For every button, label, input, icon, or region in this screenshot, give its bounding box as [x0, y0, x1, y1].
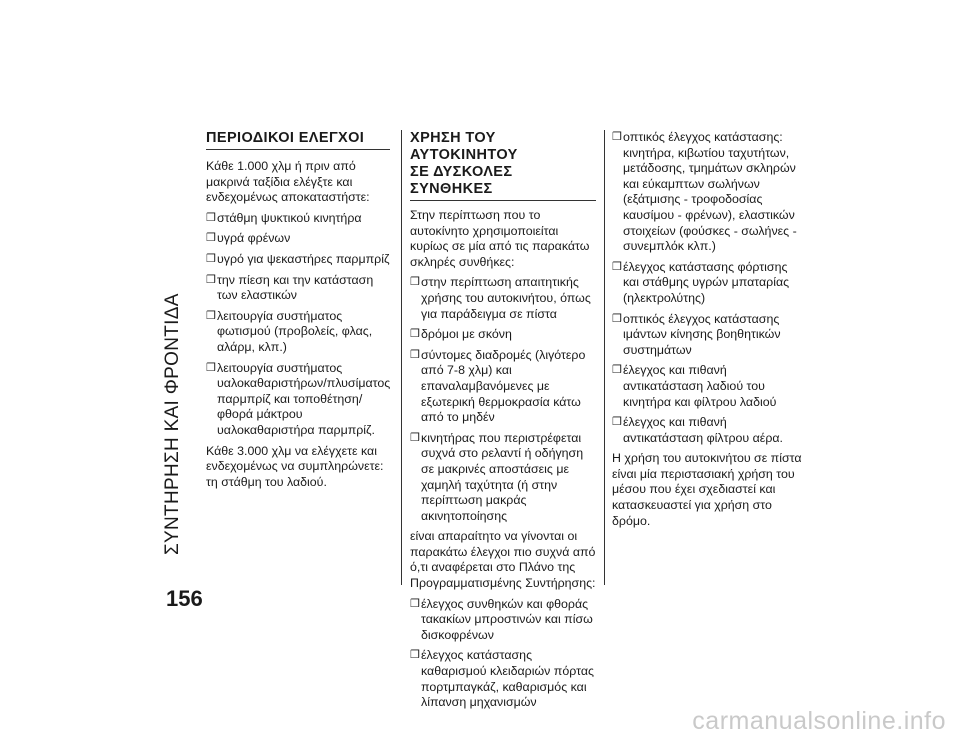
- list-item-text: λειτουργία συστήματος φωτισμού (προβολείς, φλας, αλάρμ, κλπ.): [217, 308, 373, 354]
- list-item-text: λειτουργία συστήματος υαλοκαθαριστήρων/πλυσίματος παρμπρίζ και τοποθέτηση/φθορά μάκτρου υαλοκαθαριστήρα παρμπρίζ.: [217, 360, 391, 437]
- heading-harsh-conditions: [410, 130, 596, 201]
- list-item-text: έλεγχος συνθηκών και φθοράς τακακίων μπροστινών και πίσω δισκοφρένων: [421, 596, 593, 642]
- list-item: [410, 275, 598, 322]
- paragraph-intro: Στην περίπτωση που το αυτοκίνητο χρησιμοποιείται κυρίως σε μία από τις παρακάτω σκληρές συνθήκες:: [410, 208, 590, 269]
- column-divider-right: [604, 130, 605, 585]
- column-periodic-checks: [206, 130, 394, 495]
- side-section-title: [160, 135, 190, 555]
- list-item: [612, 260, 804, 307]
- list-item-text: δρόμοι με σκόνη: [421, 327, 512, 342]
- heading-line-2: ΣΕ ΔΥΣΚΟΛΕΣ ΣΥΝΘΗΚΕΣ: [410, 164, 513, 197]
- checkbox-bullet-icon: ❒: [206, 232, 216, 245]
- checkbox-bullet-icon: ❒: [612, 131, 622, 143]
- list-item: [206, 309, 394, 356]
- checkbox-bullet-icon: ❒: [206, 361, 216, 374]
- list-item: [206, 252, 394, 268]
- list-item: [612, 312, 804, 359]
- column-divider-left: [401, 130, 402, 585]
- heading-periodic-checks: ΠΕΡΙΟΔΙΚΟΙ ΕΛΕΓΧΟΙ: [206, 130, 390, 150]
- checks-list-continued: [612, 130, 804, 446]
- checkbox-bullet-icon: ❒: [206, 273, 216, 286]
- side-section-title-text: ΣΥΝΤΗΡΗΣΗ ΚΑΙ ΦΡΟΝΤΙΔΑ: [162, 293, 183, 555]
- list-item-text: έλεγχος και πιθανή αντικατάσταση φίλτρου αέρα.: [623, 415, 783, 445]
- paragraph-intro: Κάθε 1.000 χλμ ή πριν από μακρινά ταξίδια ελέγξτε και ενδεχομένως αποκαταστήστε:: [206, 159, 370, 205]
- checkbox-bullet-icon: ❒: [206, 309, 216, 322]
- checkbox-bullet-icon: ❒: [410, 649, 420, 662]
- list-item-text: υγρά φρένων: [217, 231, 291, 246]
- checkbox-bullet-icon: ❒: [612, 312, 622, 325]
- list-item: [410, 327, 598, 343]
- list-item-text: οπτικός έλεγχος κατάστασης: κινητήρα, κιβωτίου ταχυτήτων, μετάδοσης, τμημάτων σκληρών και εύκαμπτων σωλήνων (εξάτμισης - τροφοδοσίας καυσίμου - φρένων), ελαστικών στοιχείων (φούσκες - σωλήνες - συνεμπλόκ κλπ.): [623, 130, 797, 254]
- checkbox-bullet-icon: ❒: [206, 252, 216, 265]
- checkbox-bullet-icon: ❒: [410, 597, 420, 610]
- checkbox-bullet-icon: ❒: [410, 348, 420, 361]
- list-item-text: υγρό για ψεκαστήρες παρμπρίζ: [217, 251, 390, 266]
- list-item: [206, 211, 394, 227]
- checkbox-bullet-icon: ❒: [410, 431, 420, 444]
- column-checks-continued: [612, 130, 804, 534]
- list-item-text: οπτικός έλεγχος κατάστασης ιμάντων κίνησης βοηθητικών συστημάτων: [623, 311, 781, 357]
- heading-line-1: ΧΡΗΣΗ ΤΟΥ ΑΥΤΟΚΙΝΗΤΟΥ: [410, 130, 518, 163]
- list-item-text: στην περίπτωση απαιτητικής χρήσης του αυτοκινήτου, όπως για παράδειγμα σε πίστα: [421, 275, 591, 321]
- checkbox-bullet-icon: ❒: [612, 416, 622, 429]
- list-item-text: στάθμη ψυκτικού κινητήρα: [217, 210, 362, 225]
- list-item-text: την πίεση και την κατάσταση των ελαστικών: [217, 272, 374, 303]
- checkbox-bullet-icon: ❒: [410, 276, 420, 289]
- list-item: [612, 415, 804, 446]
- list-item: [410, 597, 598, 644]
- list-item: [612, 130, 804, 255]
- list-item-text: έλεγχος κατάστασης καθαρισμού κλειδαριών πόρτας πορτμπαγκάζ, καθαρισμός και λίπανση μηχανισμών: [421, 648, 594, 710]
- paragraph-outro: Η χρήση του αυτοκινήτου σε πίστα είναι μία περιστασιακή χρήση του μέσου που έχει σχεδιαστεί και κατασκευαστεί για χρήση στο δρόμο.: [612, 451, 802, 528]
- checkbox-bullet-icon: ❒: [612, 364, 622, 377]
- conditions-list: [410, 275, 598, 524]
- checks-list: [410, 597, 598, 711]
- column-harsh-conditions: [410, 130, 598, 716]
- paragraph-outro: Κάθε 3.000 χλμ να ελέγχετε και ενδεχομένως να συμπληρώνετε: τη στάθμη του λαδιού.: [206, 443, 384, 489]
- list-item: [410, 648, 598, 710]
- list-item: [410, 431, 598, 525]
- list-item: [206, 273, 394, 304]
- checkbox-bullet-icon: ❒: [410, 328, 420, 341]
- checkbox-bullet-icon: ❒: [206, 211, 216, 224]
- list-item-text: σύντομες διαδρομές (λιγότερο από 7-8 χλμ) και επαναλαμβανόμενες με εξωτερική θερμοκρασία κάτω από το μηδέν: [421, 347, 586, 425]
- checklist: [206, 211, 394, 439]
- list-item-text: έλεγχος και πιθανή αντικατάσταση λαδιού του κινητήρα και φίλτρου λαδιού: [623, 363, 777, 409]
- list-item-text: κινητήρας που περιστρέφεται συχνά στο ρελαντί ή οδήγηση σε μακρινές αποστάσεις με χαμηλή ταχύτητα (ή στην περίπτωση μακράς ακινητοποίησης: [421, 430, 584, 523]
- paragraph-middle: είναι απαραίτητο να γίνονται οι παρακάτω έλεγχοι πιο συχνά από ό,τι αναφέρεται στο Πλάνο της Προγραμματισμένης Συντήρησης:: [410, 529, 596, 591]
- list-item: [612, 363, 804, 410]
- list-item: [206, 361, 394, 439]
- checkbox-bullet-icon: ❒: [612, 260, 622, 273]
- list-item-text: έλεγχος κατάστασης φόρτισης και στάθμης υγρών μπαταρίας (ηλεκτρολύτης): [623, 259, 790, 305]
- watermark: carmanualsonline.info: [692, 707, 946, 735]
- page-number: 156: [166, 586, 203, 611]
- list-item: [206, 231, 394, 247]
- list-item: [410, 348, 598, 426]
